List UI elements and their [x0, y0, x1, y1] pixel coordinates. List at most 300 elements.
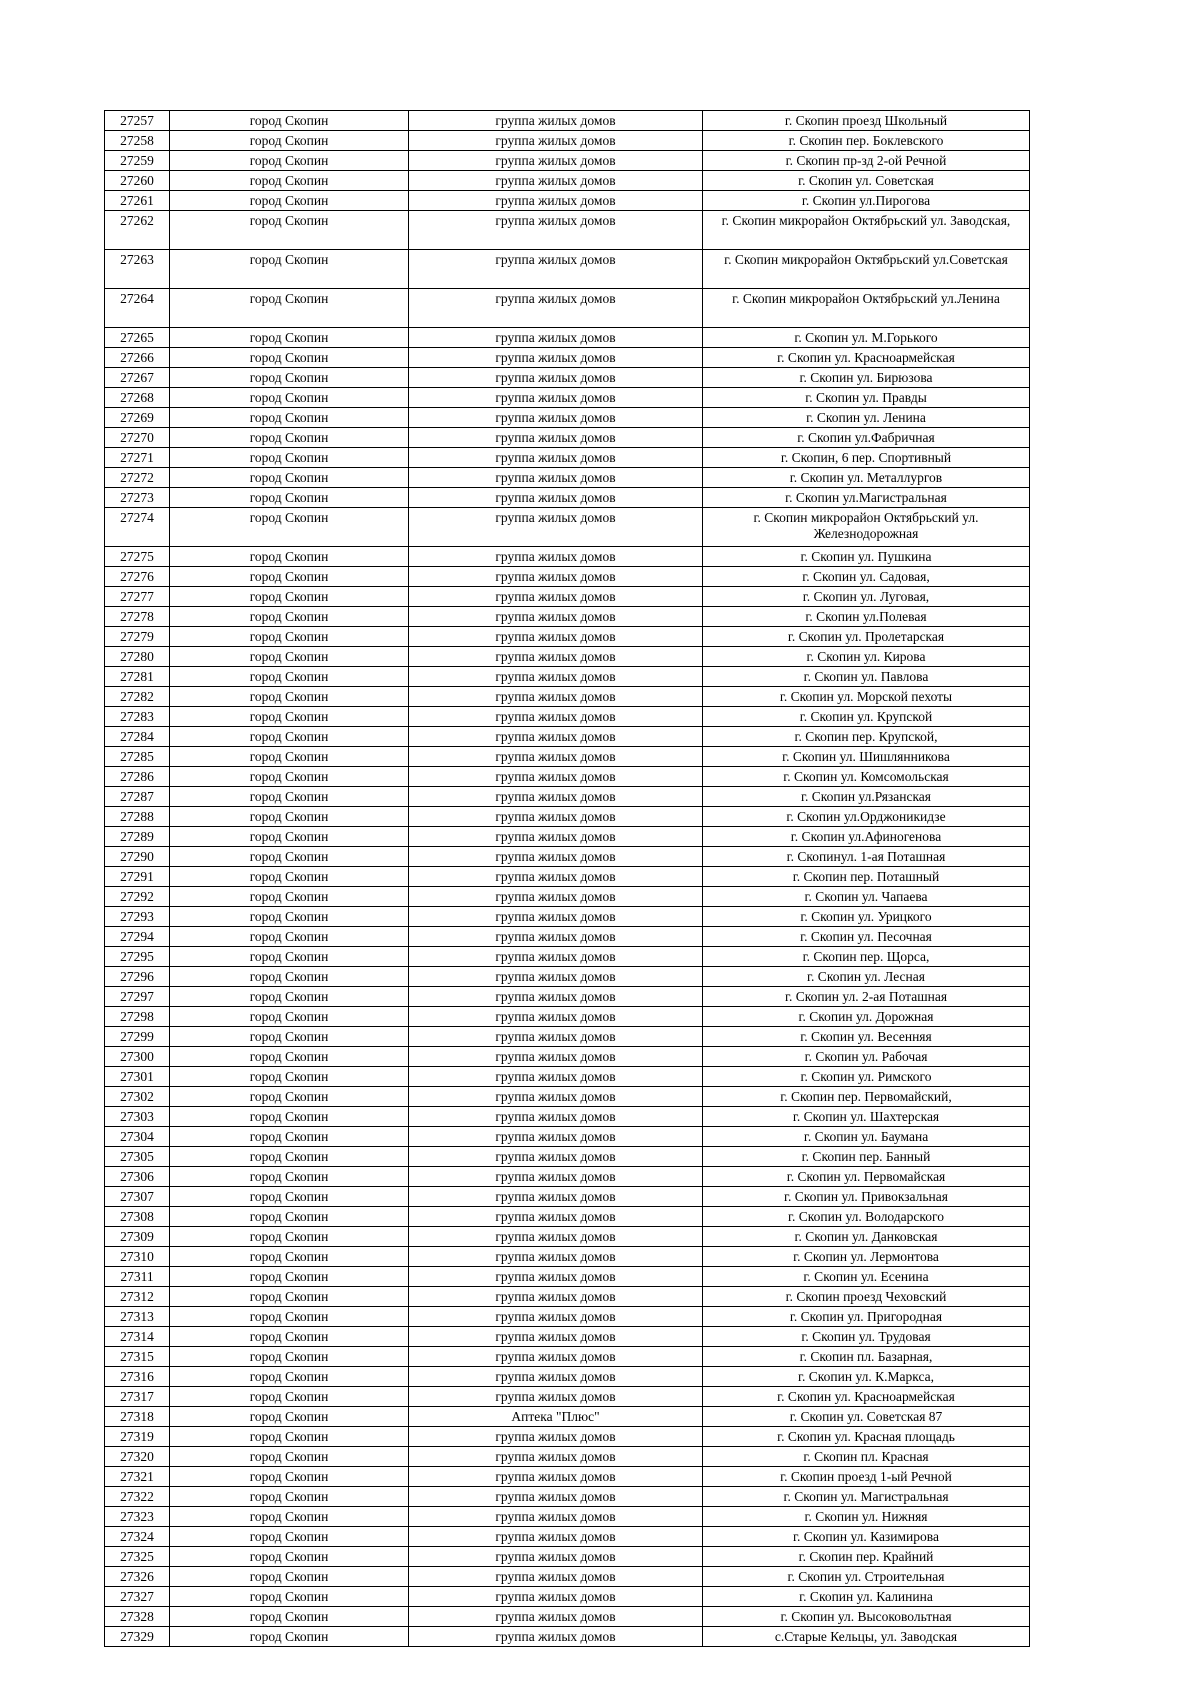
table-row: [105, 1347, 1030, 1367]
locality-cell: город Скопин: [170, 468, 409, 488]
table-row: [105, 289, 1030, 328]
row-number-cell: 27312: [105, 1287, 170, 1307]
row-number-cell: 27260: [105, 171, 170, 191]
table-body: [105, 111, 1030, 1647]
table-row: [105, 1047, 1030, 1067]
object-type-cell: группа жилых домов: [409, 627, 703, 647]
table-row: [105, 1367, 1030, 1387]
address-cell: г. Скопин ул. Пушкина: [703, 547, 1030, 567]
address-cell: г. Скопин ул. Комсомольская: [703, 767, 1030, 787]
locality-cell: город Скопин: [170, 448, 409, 468]
table-row: [105, 687, 1030, 707]
address-cell: г. Скопин проезд Чеховский: [703, 1287, 1030, 1307]
object-type-cell: группа жилых домов: [409, 827, 703, 847]
locality-cell: город Скопин: [170, 1107, 409, 1127]
address-cell: г. Скопин пр-зд 2-ой Речной: [703, 151, 1030, 171]
object-type-cell: группа жилых домов: [409, 1187, 703, 1207]
locality-cell: город Скопин: [170, 927, 409, 947]
address-cell: г. Скопин ул.Орджоникидзе: [703, 807, 1030, 827]
address-cell: г. Скопин ул. Кирова: [703, 647, 1030, 667]
table-row: [105, 567, 1030, 587]
row-number-cell: 27318: [105, 1407, 170, 1427]
table-row: [105, 111, 1030, 131]
table-row: [105, 1567, 1030, 1587]
address-cell: г. Скопин ул. Луговая,: [703, 587, 1030, 607]
locality-cell: город Скопин: [170, 1167, 409, 1187]
address-cell: г. Скопин ул.Пирогова: [703, 191, 1030, 211]
address-cell: г. Скопин микрорайон Октябрьский ул.Советская: [703, 250, 1030, 289]
row-number-cell: 27328: [105, 1607, 170, 1627]
table-row: [105, 191, 1030, 211]
row-number-cell: 27259: [105, 151, 170, 171]
object-type-cell: группа жилых домов: [409, 1387, 703, 1407]
row-number-cell: 27323: [105, 1507, 170, 1527]
object-type-cell: группа жилых домов: [409, 1067, 703, 1087]
address-cell: г. Скопин ул. М.Горького: [703, 328, 1030, 348]
locality-cell: город Скопин: [170, 1567, 409, 1587]
table-row: [105, 1287, 1030, 1307]
address-cell: г. Скопин ул. Песочная: [703, 927, 1030, 947]
row-number-cell: 27307: [105, 1187, 170, 1207]
locality-cell: город Скопин: [170, 508, 409, 547]
table-row: [105, 348, 1030, 368]
object-type-cell: группа жилых домов: [409, 967, 703, 987]
row-number-cell: 27272: [105, 468, 170, 488]
table-row: [105, 211, 1030, 250]
address-cell: г. Скопин ул. Весенняя: [703, 1027, 1030, 1047]
object-type-cell: группа жилых домов: [409, 1027, 703, 1047]
address-cell: г. Скопин микрорайон Октябрьский ул. Заводская,: [703, 211, 1030, 250]
address-cell: г. Скопин пер. Крайний: [703, 1547, 1030, 1567]
locality-cell: город Скопин: [170, 111, 409, 131]
table-row: [105, 1127, 1030, 1147]
object-type-cell: группа жилых домов: [409, 1347, 703, 1367]
object-type-cell: группа жилых домов: [409, 987, 703, 1007]
locality-cell: город Скопин: [170, 1347, 409, 1367]
locality-cell: город Скопин: [170, 250, 409, 289]
locality-cell: город Скопин: [170, 211, 409, 250]
row-number-cell: 27271: [105, 448, 170, 468]
address-cell: г. Скопин ул. Красная площадь: [703, 1427, 1030, 1447]
locality-cell: город Скопин: [170, 647, 409, 667]
row-number-cell: 27305: [105, 1147, 170, 1167]
locality-cell: город Скопин: [170, 987, 409, 1007]
address-cell: г. Скопин пер. Крупской,: [703, 727, 1030, 747]
address-cell: г. Скопин ул. Шишлянникова: [703, 747, 1030, 767]
object-type-cell: группа жилых домов: [409, 508, 703, 547]
table-row: [105, 987, 1030, 1007]
object-type-cell: группа жилых домов: [409, 1047, 703, 1067]
table-row: [105, 1607, 1030, 1627]
table-row: [105, 967, 1030, 987]
object-type-cell: группа жилых домов: [409, 1547, 703, 1567]
table-row: [105, 1587, 1030, 1607]
row-number-cell: 27284: [105, 727, 170, 747]
address-cell: г. Скопин ул. Магистральная: [703, 1487, 1030, 1507]
address-cell: г. Скопин ул. Лесная: [703, 967, 1030, 987]
locality-cell: город Скопин: [170, 1087, 409, 1107]
object-type-cell: группа жилых домов: [409, 488, 703, 508]
address-cell: г. Скопин ул.Рязанская: [703, 787, 1030, 807]
address-cell: г. Скопин ул. Садовая,: [703, 567, 1030, 587]
object-type-cell: группа жилых домов: [409, 250, 703, 289]
table-row: [105, 1627, 1030, 1647]
object-type-cell: группа жилых домов: [409, 687, 703, 707]
table-row: [105, 151, 1030, 171]
row-number-cell: 27287: [105, 787, 170, 807]
locality-cell: город Скопин: [170, 1587, 409, 1607]
table-row: [105, 1507, 1030, 1527]
address-cell: г. Скопин ул. Советская: [703, 171, 1030, 191]
table-row: [105, 1087, 1030, 1107]
object-type-cell: группа жилых домов: [409, 1167, 703, 1187]
locality-cell: город Скопин: [170, 368, 409, 388]
address-cell: г. Скопин ул. 2-ая Поташная: [703, 987, 1030, 1007]
locality-cell: город Скопин: [170, 1607, 409, 1627]
locality-cell: город Скопин: [170, 547, 409, 567]
object-type-cell: группа жилых домов: [409, 707, 703, 727]
locality-cell: город Скопин: [170, 131, 409, 151]
table-row: [105, 947, 1030, 967]
row-number-cell: 27290: [105, 847, 170, 867]
table-row: [105, 607, 1030, 627]
row-number-cell: 27261: [105, 191, 170, 211]
table-row: [105, 547, 1030, 567]
locality-cell: город Скопин: [170, 587, 409, 607]
table-row: [105, 1007, 1030, 1027]
object-type-cell: группа жилых домов: [409, 1307, 703, 1327]
locality-cell: город Скопин: [170, 827, 409, 847]
row-number-cell: 27319: [105, 1427, 170, 1447]
row-number-cell: 27303: [105, 1107, 170, 1127]
address-cell: г. Скопин пер. Поташный: [703, 867, 1030, 887]
row-number-cell: 27283: [105, 707, 170, 727]
locality-cell: город Скопин: [170, 1327, 409, 1347]
row-number-cell: 27321: [105, 1467, 170, 1487]
table-row: [105, 727, 1030, 747]
row-number-cell: 27317: [105, 1387, 170, 1407]
locality-cell: город Скопин: [170, 151, 409, 171]
address-cell: г. Скопин ул.Афиногенова: [703, 827, 1030, 847]
locality-cell: город Скопин: [170, 191, 409, 211]
table-row: [105, 1187, 1030, 1207]
table-row: [105, 428, 1030, 448]
table-row: [105, 1107, 1030, 1127]
address-cell: г. Скопин ул. Казимирова: [703, 1527, 1030, 1547]
address-cell: г. Скопин ул. Правды: [703, 388, 1030, 408]
address-cell: г. Скопин ул. Чапаева: [703, 887, 1030, 907]
address-cell: г. Скопин ул. К.Маркса,: [703, 1367, 1030, 1387]
object-type-cell: группа жилых домов: [409, 448, 703, 468]
row-number-cell: 27310: [105, 1247, 170, 1267]
table-row: [105, 847, 1030, 867]
object-type-cell: группа жилых домов: [409, 211, 703, 250]
address-cell: г. Скопин ул. Римского: [703, 1067, 1030, 1087]
object-type-cell: группа жилых домов: [409, 1087, 703, 1107]
locality-cell: город Скопин: [170, 1407, 409, 1427]
object-type-cell: группа жилых домов: [409, 368, 703, 388]
row-number-cell: 27295: [105, 947, 170, 967]
table-row: [105, 627, 1030, 647]
address-cell: г. Скопин ул. Крупской: [703, 707, 1030, 727]
locality-cell: город Скопин: [170, 171, 409, 191]
locality-cell: город Скопин: [170, 1207, 409, 1227]
object-type-cell: группа жилых домов: [409, 328, 703, 348]
row-number-cell: 27311: [105, 1267, 170, 1287]
row-number-cell: 27273: [105, 488, 170, 508]
object-type-cell: группа жилых домов: [409, 1367, 703, 1387]
object-type-cell: группа жилых домов: [409, 847, 703, 867]
object-type-cell: группа жилых домов: [409, 607, 703, 627]
object-type-cell: группа жилых домов: [409, 1487, 703, 1507]
table-row: [105, 131, 1030, 151]
row-number-cell: 27268: [105, 388, 170, 408]
object-type-cell: группа жилых домов: [409, 747, 703, 767]
locality-cell: город Скопин: [170, 1387, 409, 1407]
address-cell: г. Скопин ул. Дорожная: [703, 1007, 1030, 1027]
row-number-cell: 27324: [105, 1527, 170, 1547]
address-cell: г. Скопин ул. Металлургов: [703, 468, 1030, 488]
address-cell: г. Скопин ул. Шахтерская: [703, 1107, 1030, 1127]
row-number-cell: 27320: [105, 1447, 170, 1467]
row-number-cell: 27293: [105, 907, 170, 927]
address-cell: г. Скопин ул.Фабричная: [703, 428, 1030, 448]
locality-cell: город Скопин: [170, 289, 409, 328]
locality-cell: город Скопин: [170, 1027, 409, 1047]
row-number-cell: 27286: [105, 767, 170, 787]
object-type-cell: группа жилых домов: [409, 1587, 703, 1607]
locality-cell: город Скопин: [170, 1627, 409, 1647]
address-cell: г. Скопин ул.Магистральная: [703, 488, 1030, 508]
locality-cell: город Скопин: [170, 727, 409, 747]
table-row: [105, 927, 1030, 947]
object-type-cell: группа жилых домов: [409, 867, 703, 887]
address-cell: с.Старые Кельцы, ул. Заводская: [703, 1627, 1030, 1647]
table-row: [105, 508, 1030, 547]
object-type-cell: группа жилых домов: [409, 191, 703, 211]
table-row: [105, 1307, 1030, 1327]
table-row: [105, 1067, 1030, 1087]
row-number-cell: 27267: [105, 368, 170, 388]
locality-cell: город Скопин: [170, 847, 409, 867]
object-type-cell: группа жилых домов: [409, 927, 703, 947]
object-type-cell: группа жилых домов: [409, 1107, 703, 1127]
locality-cell: город Скопин: [170, 1147, 409, 1167]
table-row: [105, 867, 1030, 887]
table-row: [105, 747, 1030, 767]
locality-cell: город Скопин: [170, 1547, 409, 1567]
row-number-cell: 27263: [105, 250, 170, 289]
row-number-cell: 27279: [105, 627, 170, 647]
locality-cell: город Скопин: [170, 1427, 409, 1447]
table-row: [105, 647, 1030, 667]
table-row: [105, 328, 1030, 348]
locality-cell: город Скопин: [170, 1227, 409, 1247]
address-cell: г. Скопин пер. Щорса,: [703, 947, 1030, 967]
object-type-cell: Аптека "Плюс": [409, 1407, 703, 1427]
table-row: [105, 1467, 1030, 1487]
table-row: [105, 887, 1030, 907]
object-type-cell: группа жилых домов: [409, 907, 703, 927]
locality-cell: город Скопин: [170, 1247, 409, 1267]
row-number-cell: 27327: [105, 1587, 170, 1607]
locality-cell: город Скопин: [170, 1127, 409, 1147]
address-cell: г. Скопин ул. Данковская: [703, 1227, 1030, 1247]
row-number-cell: 27264: [105, 289, 170, 328]
object-type-cell: группа жилых домов: [409, 131, 703, 151]
address-cell: г. Скопин ул. Высоковольтная: [703, 1607, 1030, 1627]
object-type-cell: группа жилых домов: [409, 887, 703, 907]
row-number-cell: 27285: [105, 747, 170, 767]
object-type-cell: группа жилых домов: [409, 767, 703, 787]
row-number-cell: 27302: [105, 1087, 170, 1107]
address-cell: г. Скопин ул. Ленина: [703, 408, 1030, 428]
address-cell: г. Скопин ул. Лермонтова: [703, 1247, 1030, 1267]
address-cell: г. Скопин микрорайон Октябрьский ул. Железнодорожная: [703, 508, 1030, 547]
locality-cell: город Скопин: [170, 627, 409, 647]
locality-cell: город Скопин: [170, 667, 409, 687]
table-row: [105, 1487, 1030, 1507]
object-type-cell: группа жилых домов: [409, 667, 703, 687]
table-row: [105, 1167, 1030, 1187]
address-cell: г. Скопин пер. Первомайский,: [703, 1087, 1030, 1107]
row-number-cell: 27292: [105, 887, 170, 907]
table-row: [105, 368, 1030, 388]
object-type-cell: группа жилых домов: [409, 1247, 703, 1267]
row-number-cell: 27313: [105, 1307, 170, 1327]
locality-cell: город Скопин: [170, 907, 409, 927]
object-type-cell: группа жилых домов: [409, 807, 703, 827]
object-type-cell: группа жилых домов: [409, 388, 703, 408]
address-cell: г. Скопин пл. Красная: [703, 1447, 1030, 1467]
address-cell: г. Скопин проезд 1-ый Речной: [703, 1467, 1030, 1487]
row-number-cell: 27281: [105, 667, 170, 687]
address-cell: г. Скопин ул. Есенина: [703, 1267, 1030, 1287]
object-type-cell: группа жилых домов: [409, 1227, 703, 1247]
locality-cell: город Скопин: [170, 1367, 409, 1387]
table-row: [105, 1387, 1030, 1407]
locality-cell: город Скопин: [170, 787, 409, 807]
address-cell: г. Скопин ул. Трудовая: [703, 1327, 1030, 1347]
address-cell: г. Скопин ул. Урицкого: [703, 907, 1030, 927]
locality-cell: город Скопин: [170, 1307, 409, 1327]
row-number-cell: 27304: [105, 1127, 170, 1147]
locality-cell: город Скопин: [170, 747, 409, 767]
object-type-cell: группа жилых домов: [409, 1447, 703, 1467]
locality-cell: город Скопин: [170, 1187, 409, 1207]
table-row: [105, 250, 1030, 289]
object-type-cell: группа жилых домов: [409, 1567, 703, 1587]
table-row: [105, 1527, 1030, 1547]
locality-cell: город Скопин: [170, 607, 409, 627]
row-number-cell: 27274: [105, 508, 170, 547]
row-number-cell: 27266: [105, 348, 170, 368]
locality-cell: город Скопин: [170, 1487, 409, 1507]
address-cell: г. Скопин ул. Красноармейская: [703, 348, 1030, 368]
table-row: [105, 1447, 1030, 1467]
row-number-cell: 27297: [105, 987, 170, 1007]
row-number-cell: 27315: [105, 1347, 170, 1367]
table-row: [105, 1227, 1030, 1247]
table-row: [105, 787, 1030, 807]
address-cell: г. Скопин пер. Боклевского: [703, 131, 1030, 151]
address-cell: г. Скопин пл. Базарная,: [703, 1347, 1030, 1367]
row-number-cell: 27322: [105, 1487, 170, 1507]
locality-cell: город Скопин: [170, 1507, 409, 1527]
object-type-cell: группа жилых домов: [409, 647, 703, 667]
table-row: [105, 408, 1030, 428]
address-cell: г. Скопинул. 1-ая Поташная: [703, 847, 1030, 867]
table-row: [105, 1407, 1030, 1427]
object-type-cell: группа жилых домов: [409, 348, 703, 368]
row-number-cell: 27296: [105, 967, 170, 987]
address-cell: г. Скопин ул. Бирюзова: [703, 368, 1030, 388]
object-type-cell: группа жилых домов: [409, 567, 703, 587]
table-row: [105, 707, 1030, 727]
locality-cell: город Скопин: [170, 767, 409, 787]
row-number-cell: 27301: [105, 1067, 170, 1087]
object-type-cell: группа жилых домов: [409, 587, 703, 607]
locality-cell: город Скопин: [170, 428, 409, 448]
table-row: [105, 488, 1030, 508]
table-row: [105, 1247, 1030, 1267]
row-number-cell: 27325: [105, 1547, 170, 1567]
row-number-cell: 27278: [105, 607, 170, 627]
address-cell: г. Скопин ул. Первомайская: [703, 1167, 1030, 1187]
table-row: [105, 1207, 1030, 1227]
locality-cell: город Скопин: [170, 1447, 409, 1467]
row-number-cell: 27275: [105, 547, 170, 567]
table-row: [105, 767, 1030, 787]
table-row: [105, 1147, 1030, 1167]
row-number-cell: 27306: [105, 1167, 170, 1187]
table-row: [105, 1267, 1030, 1287]
address-cell: г. Скопин ул. Рабочая: [703, 1047, 1030, 1067]
object-type-cell: группа жилых домов: [409, 111, 703, 131]
table-row: [105, 448, 1030, 468]
table-row: [105, 171, 1030, 191]
address-cell: г. Скопин ул. Павлова: [703, 667, 1030, 687]
address-cell: г. Скопин ул. Володарского: [703, 1207, 1030, 1227]
row-number-cell: 27269: [105, 408, 170, 428]
row-number-cell: 27299: [105, 1027, 170, 1047]
address-cell: г. Скопин ул. Красноармейская: [703, 1387, 1030, 1407]
object-type-cell: группа жилых домов: [409, 947, 703, 967]
locality-cell: город Скопин: [170, 887, 409, 907]
object-type-cell: группа жилых домов: [409, 1427, 703, 1447]
table-row: [105, 1027, 1030, 1047]
locality-cell: город Скопин: [170, 328, 409, 348]
address-cell: г. Скопин ул. Нижняя: [703, 1507, 1030, 1527]
object-type-cell: группа жилых домов: [409, 1127, 703, 1147]
row-number-cell: 27300: [105, 1047, 170, 1067]
locality-cell: город Скопин: [170, 687, 409, 707]
row-number-cell: 27276: [105, 567, 170, 587]
address-cell: г. Скопин ул. Советская 87: [703, 1407, 1030, 1427]
locality-cell: город Скопин: [170, 388, 409, 408]
object-type-cell: группа жилых домов: [409, 1007, 703, 1027]
row-number-cell: 27316: [105, 1367, 170, 1387]
address-cell: г. Скопин ул. Строительная: [703, 1567, 1030, 1587]
row-number-cell: 27329: [105, 1627, 170, 1647]
object-type-cell: группа жилых домов: [409, 408, 703, 428]
data-table: [104, 110, 1030, 1647]
row-number-cell: 27326: [105, 1567, 170, 1587]
object-type-cell: группа жилых домов: [409, 289, 703, 328]
address-cell: г. Скопин ул. Привокзальная: [703, 1187, 1030, 1207]
row-number-cell: 27294: [105, 927, 170, 947]
table-row: [105, 827, 1030, 847]
